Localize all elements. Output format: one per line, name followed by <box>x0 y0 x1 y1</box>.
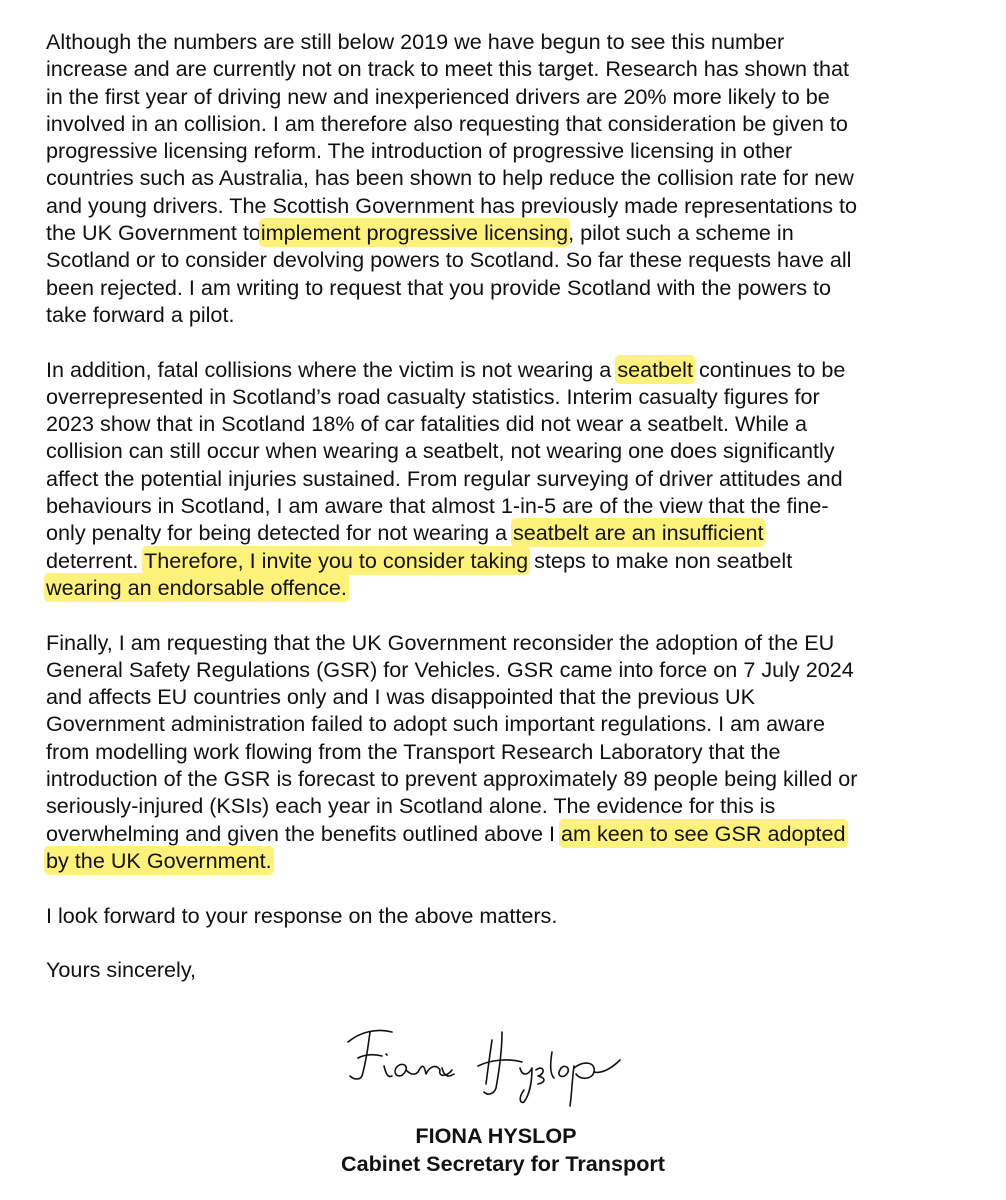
text-line: 2023 show that in Scotland 18% of car fatalities did not wear a seatbelt. While a <box>46 411 808 437</box>
text-segment: the UK Government to <box>46 220 261 246</box>
highlighted-text: am keen to see GSR adopted <box>561 820 846 846</box>
text-line: Government administration failed to adopt such important regulations. I am aware <box>46 711 825 737</box>
text-line: involved in an collision. I am therefore also requesting that consideration be given to <box>46 110 848 136</box>
text-line <box>46 847 986 874</box>
text-line <box>46 547 986 574</box>
paragraph-gsr <box>46 629 986 875</box>
highlighted-text: by the UK Government. <box>46 847 272 873</box>
signatory-name: FIONA HYSLOP <box>415 1123 577 1148</box>
handwritten-signature <box>340 1018 640 1108</box>
text-segment: deterrent. <box>46 547 139 573</box>
text-line: been rejected. I am writing to request that you provide Scotland with the powers to <box>46 274 832 300</box>
closing-line: I look forward to your response on the above matters. <box>46 902 558 928</box>
text-line <box>46 820 986 847</box>
text-line: progressive licensing reform. The introduction of progressive licensing in other <box>46 138 793 164</box>
text-line <box>46 356 986 383</box>
text-segment: overwhelming and given the benefits outlined above I <box>46 820 555 846</box>
text-line: take forward a pilot. <box>46 301 235 327</box>
signatory-title: Cabinet Secretary for Transport <box>340 1151 665 1176</box>
text-line: increase and are currently not on track to meet this target. Research has shown that <box>46 56 849 82</box>
text-line: introduction of the GSR is forecast to prevent approximately 89 people being killed or <box>46 766 858 792</box>
text-segment: , pilot such a scheme in <box>568 220 794 246</box>
highlighted-text: seatbelt <box>617 356 693 382</box>
paragraph-gap <box>46 601 986 628</box>
paragraph-progressive-licensing <box>46 28 986 328</box>
text-line: collision can still occur when wearing a seatbelt, not wearing one does significantly <box>46 438 835 464</box>
text-line: Finally, I am requesting that the UK Government reconsider the adoption of the EU <box>46 629 835 655</box>
paragraph-gap <box>46 874 986 901</box>
text-line <box>46 574 986 601</box>
text-line: Although the numbers are still below 2019 we have begun to see this number <box>46 29 785 54</box>
text-line: and young drivers. The Scottish Government has previously made representations to <box>46 192 857 218</box>
text-line: behaviours in Scotland, I am aware that almost 1-in-5 are of the view that the fine- <box>46 493 829 519</box>
text-line: countries such as Australia, has been shown to help reduce the collision rate for new <box>46 165 854 191</box>
text-line <box>46 519 986 546</box>
highlighted-text: Therefore, I invite you to consider taking <box>144 547 529 573</box>
paragraph-gap <box>46 929 986 956</box>
text-segment: continues to be <box>698 356 846 382</box>
text-line: seriously-injured (KSIs) each year in Scotland alone. The evidence for this is <box>46 793 776 819</box>
signature-block <box>0 1122 1006 1178</box>
text-line: overrepresented in Scotland’s road casualty statistics. Interim casualty figures for <box>46 383 820 409</box>
text-line: in the first year of driving new and inexperienced drivers are 20% more likely to be <box>46 83 830 109</box>
text-line: and affects EU countries only and I was disappointed that the previous UK <box>46 684 756 710</box>
text-line: from modelling work flowing from the Transport Research Laboratory that the <box>46 738 781 764</box>
text-segment: only penalty for being detected for not wearing a <box>46 520 507 546</box>
text-segment: steps to make non seatbelt <box>534 547 793 573</box>
text-segment: In addition, fatal collisions where the victim is not wearing a <box>46 356 612 382</box>
highlighted-text: seatbelt are an insufficient <box>512 520 764 546</box>
text-line: affect the potential injuries sustained. From regular surveying of driver attitudes and <box>46 465 843 491</box>
paragraph-gap <box>46 328 986 355</box>
paragraph-seatbelt <box>46 356 986 602</box>
letter-body <box>46 28 986 983</box>
highlighted-text: implement progressive licensing <box>260 220 569 246</box>
highlighted-text: wearing an endorsable offence. <box>46 574 347 600</box>
text-line: General Safety Regulations (GSR) for Vehicles. GSR came into force on 7 July 2024 <box>46 656 854 682</box>
sign-off: Yours sincerely, <box>46 957 197 983</box>
text-line <box>46 219 986 246</box>
text-line: Scotland or to consider devolving powers to Scotland. So far these requests have all <box>46 247 852 273</box>
